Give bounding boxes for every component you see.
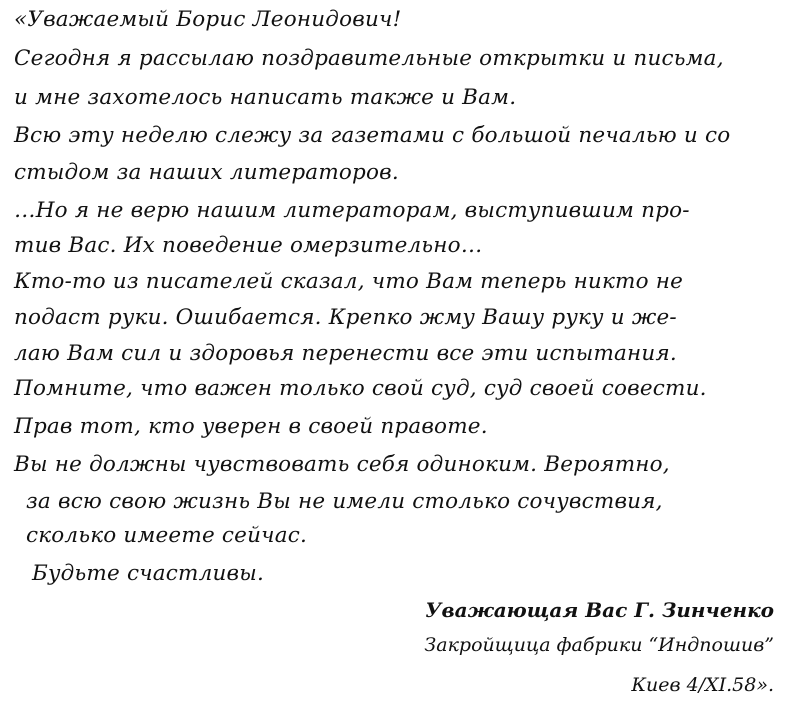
letter-line: Всю эту неделю слежу за газетами с большой печалью и со	[14, 123, 731, 148]
letter-line-greeting: «Уважаемый Борис Леонидович!	[14, 7, 402, 32]
signature-place-date: Киев 4/XI.58».	[631, 674, 774, 696]
signature-occupation: Закройщица фабрики “Индпошив”	[424, 634, 774, 656]
letter-line: Кто-то из писателей сказал, что Вам теперь никто не	[14, 269, 684, 294]
letter-line: и мне захотелось написать также и Вам.	[14, 85, 517, 110]
signature-name: Уважающая Вас Г. Зинченко	[425, 598, 774, 622]
letter-line: …Но я не верю нашим литераторам, выступившим про-	[14, 198, 690, 223]
letter-line: за всю свою жизнь Вы не имели столько сочувствия,	[26, 489, 663, 514]
letter-line: стыдом за наших литераторов.	[14, 160, 399, 185]
letter-line-closing: Будьте счастливы.	[32, 561, 265, 586]
letter-line: Прав тот, кто уверен в своей правоте.	[14, 414, 488, 439]
letter-line: Помните, что важен только свой суд, суд своей совести.	[14, 376, 707, 401]
letter-line: лаю Вам сил и здоровья перенести все эти испытания.	[14, 341, 677, 366]
letter-line: тив Вас. Их поведение омерзительно…	[14, 233, 483, 258]
letter-line: сколько имеете сейчас.	[26, 523, 307, 548]
letter-line: подаст руки. Ошибается. Крепко жму Вашу руку и же-	[14, 305, 677, 330]
letter-line: Вы не должны чувствовать себя одиноким. Вероятно,	[14, 452, 670, 477]
letter-line: Сегодня я рассылаю поздравительные открытки и письма,	[14, 46, 724, 71]
